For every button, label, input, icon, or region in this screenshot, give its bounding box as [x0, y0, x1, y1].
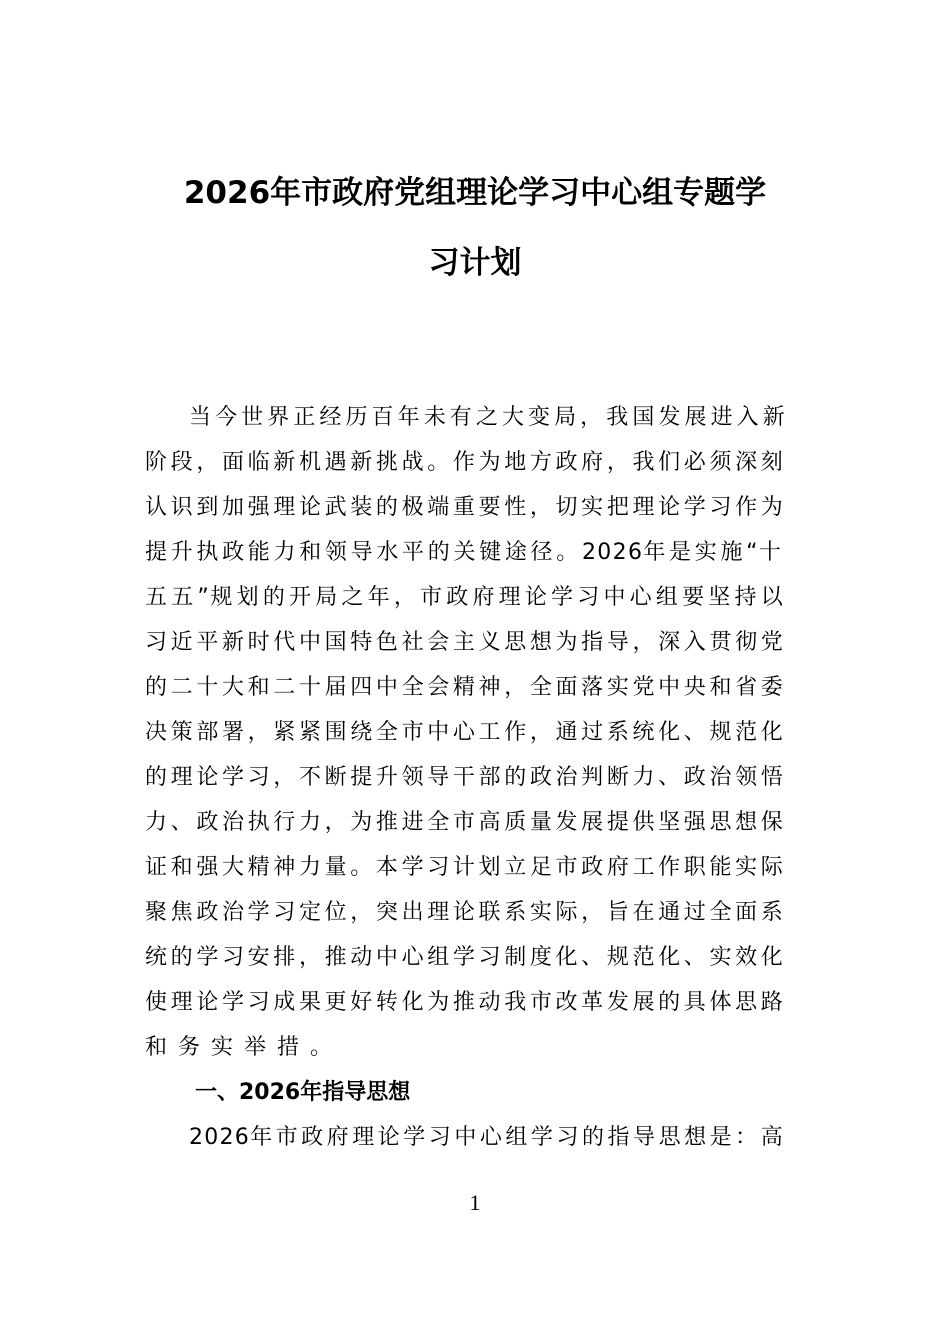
paragraph-line: 五 五 ” 规 划 的 开 局 之 年 ， 市 政 府 理 论 学 习 中 心 组 要 坚 持 以	[145, 585, 783, 610]
paragraph-line: 的 二 十 大 和 二 十 届 四 中 全 会 精 神 ， 全 面 落 实 党 中 央 和 省 委	[145, 675, 783, 700]
section-heading: 一、2026年指导思想	[195, 1080, 411, 1105]
paragraph-line: 和务实举措。	[145, 1035, 344, 1060]
paragraph-line: 习 近 平 新 时 代 中 国 特 色 社 会 主 义 思 想 为 指 导 ， 深 入 贯 彻 党	[145, 630, 783, 655]
section-paragraph-line: 2 0 2 6 年 市 政 府 理 论 学 习 中 心 组 学 习 的 指 导 思 想 是 ： 高	[189, 1125, 783, 1150]
paragraph-line: 当 今 世 界 正 经 历 百 年 未 有 之 大 变 局 ， 我 国 发 展 进 入 新	[189, 405, 785, 430]
page-number: 1	[469, 1190, 481, 1215]
paragraph-line: 证 和 强 大 精 神 力 量 。 本 学 习 计 划 立 足 市 政 府 工 作 职 能 实 际	[145, 855, 783, 880]
paragraph-line: 聚 焦 政 治 学 习 定 位 ， 突 出 理 论 联 系 实 际 ， 旨 在 通 过 全 面 系	[145, 900, 783, 925]
paragraph-line: 提 升 执 政 能 力 和 领 导 水 平 的 关 键 途 径 。 2 0 2 6 年 是 实 施 “ 十	[145, 540, 781, 565]
document-title	[145, 158, 805, 298]
paragraph-line: 认 识 到 加 强 理 论 武 装 的 极 端 重 要 性 ， 切 实 把 理 论 学 习 作 为	[145, 495, 783, 520]
document-body	[145, 395, 807, 1160]
paragraph-line: 统 的 学 习 安 排 ， 推 动 中 心 组 学 习 制 度 化 、 规 范 化 、 实 效 化	[145, 945, 783, 970]
title-line-2: 习计划	[428, 245, 522, 281]
paragraph-line: 力 、 政 治 执 行 力 ， 为 推 进 全 市 高 质 量 发 展 提 供 坚 强 思 想 保	[145, 810, 783, 835]
paragraph-line: 使 理 论 学 习 成 果 更 好 转 化 为 推 动 我 市 改 革 发 展 的 具 体 思 路	[145, 990, 783, 1015]
paragraph-line: 阶 段 ， 面 临 新 机 遇 新 挑 战 。 作 为 地 方 政 府 ， 我 们 必 须 深 刻	[145, 450, 783, 475]
paragraph-line: 决 策 部 署 ， 紧 紧 围 绕 全 市 中 心 工 作 ， 通 过 系 统 化 、 规 范 化	[145, 720, 783, 745]
paragraph-line: 的 理 论 学 习 ， 不 断 提 升 领 导 干 部 的 政 治 判 断 力 、 政 治 领 悟	[145, 765, 783, 790]
title-line-1: 2026年市政府党组理论学习中心组专题学	[183, 175, 767, 211]
intro-paragraph	[145, 395, 807, 1070]
